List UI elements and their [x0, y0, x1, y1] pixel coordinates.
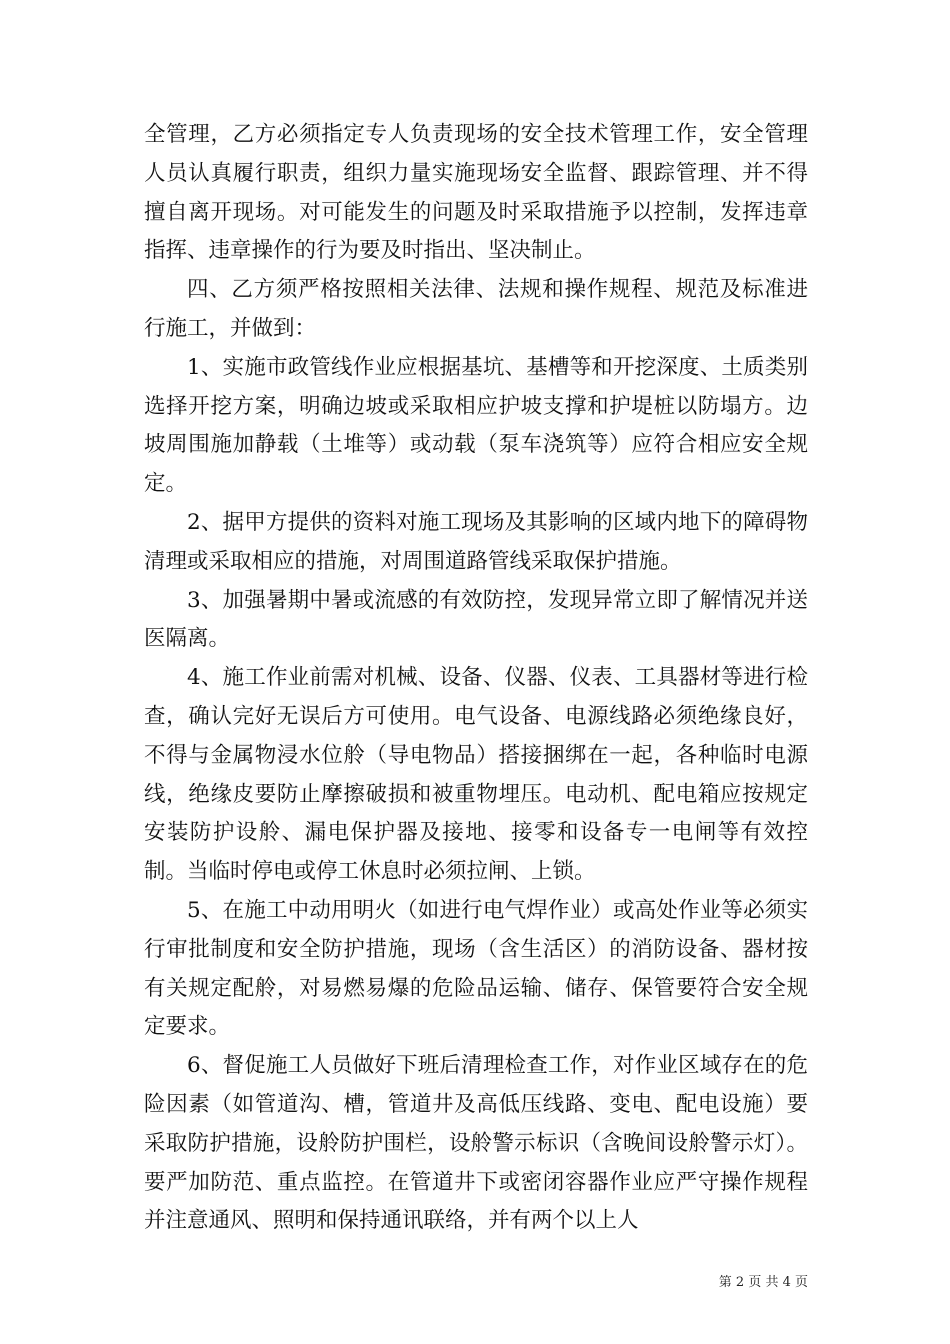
paragraph-6: 5、在施工中动用明火（如进行电气焊作业）或高处作业等必须实行审批制度和安全防护措施，现场（含生活区）的消防设备、器材按有关规定配舲，对易燃易爆的危险品运输、储存、保管要符合安全规定要求。 — [144, 897, 808, 1040]
paragraph-7: 6、督促施工人员做好下班后清理检查工作，对作业区域存在的危险因素（如管道沟、槽，管道井及高低压线路、变电、配电设施）要采取防护措施，设舲防护围栏，设舲警示标识（含晚间设舲警示灯）。要严加防范、重点监控。在管道井下或密闭容器作业应严守操作规程并注意通风、照明和保持通讯联络，并有两个以上人 — [144, 1053, 808, 1234]
paragraph-0: 全管理，乙方必须指定专人负责现场的安全技术管理工作，安全管理人员认真履行职责，组织力量实施现场安全监督、跟踪管理、并不得擅自离开现场。对可能发生的问题及时采取措施予以控制，发挥违章指挥、违章操作的行为要及时指出、坚决制止。 — [144, 122, 808, 264]
paragraph-2: 1、实施市政管线作业应根据基坑、基槽等和开挖深度、土质类别选择开挖方案，明确边坡或采取相应护坡支撑和护堤桩以防塌方。边坡周围施加静载（土堆等）或动载（泵车浇筑等）应符合相应安全规定。 — [144, 354, 808, 497]
paragraph-4: 3、加强暑期中暑或流感的有效防控，发现异常立即了解情况并送医隔离。 — [144, 587, 808, 652]
paragraph-5: 4、施工作业前需对机械、设备、仪器、仪表、工具器材等进行检查，确认完好无误后方可使用。电气设备、电源线路必须绝缘良好，不得与金属物浸水位舲（导电物品）搭接捆绑在一起，各种临时电源线，绝缘皮要防止摩擦破损和被重物埋压。电动机、配电箱应按规定安装防护设舲、漏电保护器及接地、接零和设备专一电闸等有效控制。当临时停电或停工休息时必须拉闸、上锁。 — [144, 665, 808, 885]
paragraph-3: 2、据甲方提供的资料对施工现场及其影响的区域内地下的障碍物清理或采取相应的措施，对周围道路管线采取保护措施。 — [144, 509, 808, 574]
body-text — [144, 116, 808, 1241]
paragraph-1: 四、乙方须严格按照相关法律、法规和操作规程、规范及标准进行施工，并做到： — [144, 277, 808, 341]
page-number-footer: 第 2 页 共 4 页 — [718, 1275, 808, 1290]
